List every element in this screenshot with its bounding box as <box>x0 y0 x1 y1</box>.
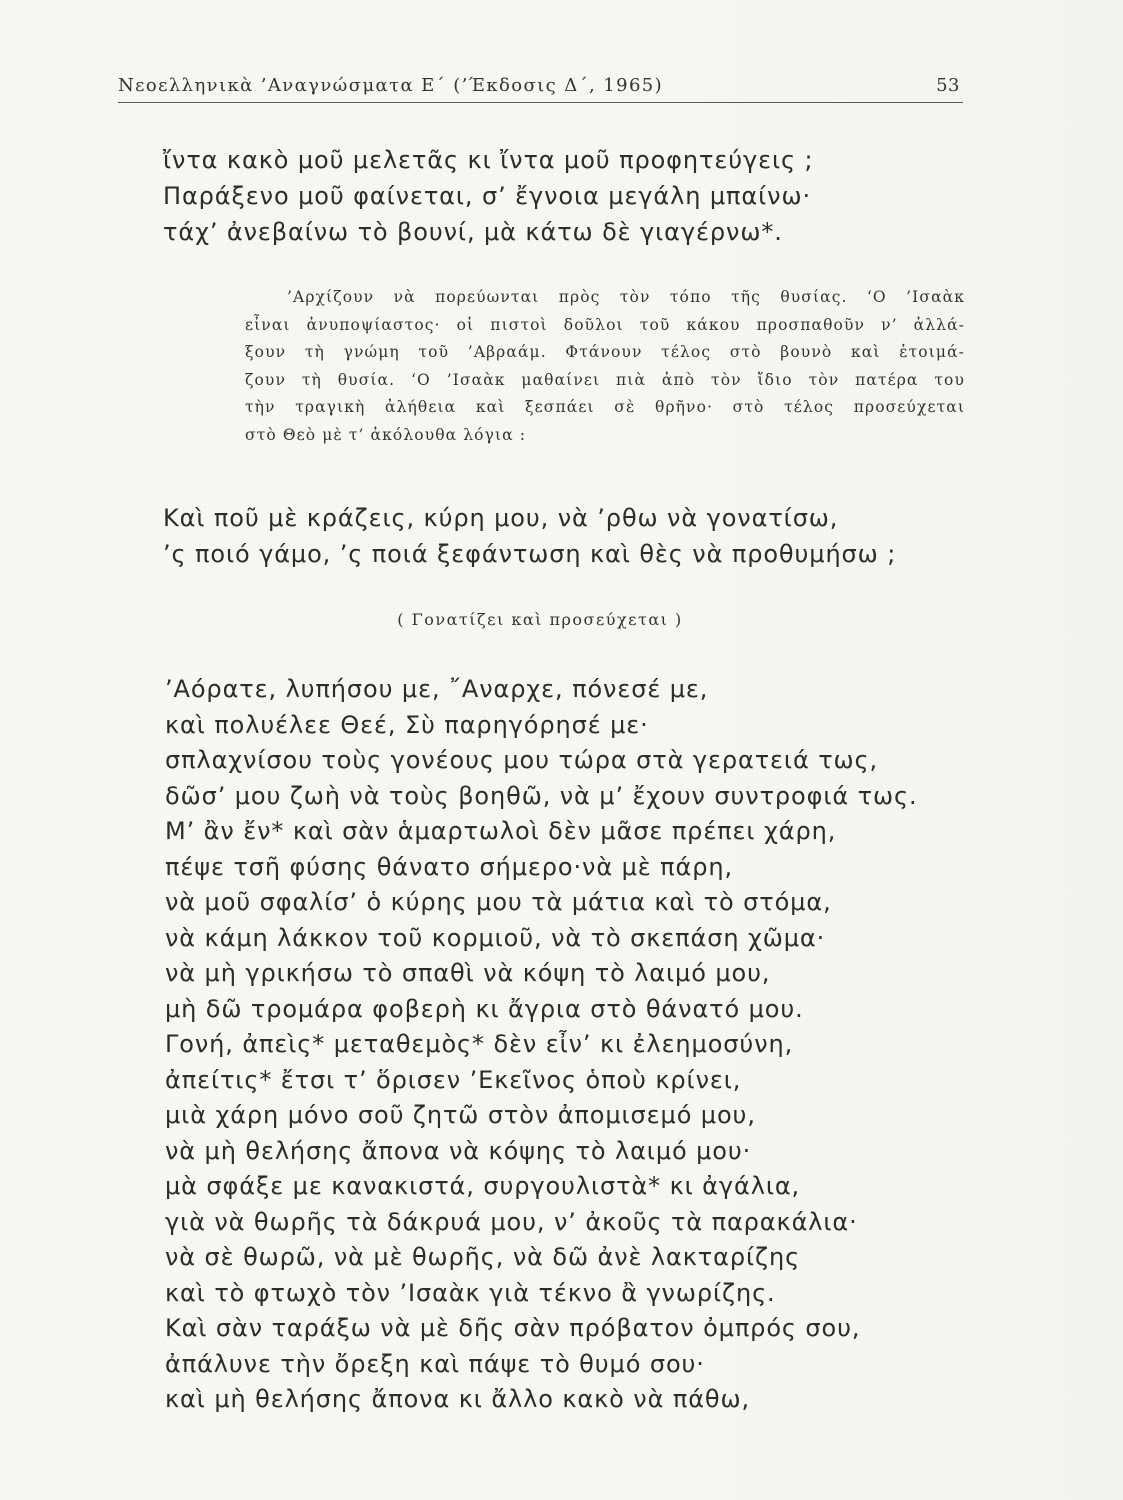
page-number: 53 <box>936 75 960 96</box>
verse-line: ’ς ποιό γάμο, ’ς ποιά ξεφάντωση καὶ θὲς νὰ προθυμήσω ; <box>163 540 897 568</box>
narrative-line: εἶναι ἀνυποψίαστος· οἱ πιστοὶ δοῦλοι τοῦ κάκου προσπαθοῦν ν’ ἀλλά- <box>245 315 965 334</box>
verse-line: Παράξενο μοῦ φαίνεται, σ’ ἔγνοια μεγάλη μπαίνω· <box>163 182 811 210</box>
narrative-line: στὸ Θεὸ μὲ τ’ ἀκόλουθα λόγια : <box>245 425 527 444</box>
narrative-line: ξουν τὴ γνώμη τοῦ ’Αβραάμ. Φτάνουν τέλος στὸ βουνὸ καὶ ἑτοιμά- <box>245 343 965 362</box>
verse-block-1 <box>163 142 814 250</box>
verse-line: σπλαχνίσου τοὺς γονέους μου τώρα στὰ γερατειά τως, <box>165 746 879 774</box>
stage-direction: ( Γονατίζει καὶ προσεύχεται ) <box>397 610 683 629</box>
running-header-title: Νεοελληνικὰ ’Αναγνώσματα Ε΄ (’Έκδοσις Δ΄, 1965) <box>118 75 664 96</box>
header-divider <box>118 102 963 103</box>
verse-line: νὰ μὴ θελήσης ἄπονα νὰ κόψης τὸ λαιμό μου· <box>165 1136 752 1165</box>
verse-line: Καὶ σὰν ταράξω νὰ μὲ δῆς σὰν πρόβατον ὀμπρός σου, <box>165 1314 861 1342</box>
verse-line: Γονή, ἀπεὶς* μεταθεμὸς* δὲν εἶν’ κι ἐλεημοσύνη, <box>165 1030 794 1058</box>
verse-line: Μ’ ἂν ἔν* καὶ σὰν ἁμαρτωλοὶ δὲν μᾶσε πρέπει χάρη, <box>165 817 837 845</box>
verse-line: γιὰ νὰ θωρῆς τὰ δάκρυά μου, ν’ ἀκοῦς τὰ παρακάλια· <box>165 1207 858 1236</box>
narrative-line: ’Αρχίζουν νὰ πορεύωνται πρὸς τὸν τόπο τῆς θυσίας. ‘Ο ’Ισαὰκ <box>287 288 965 306</box>
verse-line: μὴ δῶ τρομάρα φοβερὴ κι ἄγρια στὸ θάνατό μου. <box>165 994 804 1023</box>
verse-line: νὰ μὴ γρικήσω τὸ σπαθὶ νὰ κόψη τὸ λαιμό μου, <box>165 959 771 987</box>
verse-line: νὰ μοῦ σφαλίσ’ ὁ κύρης μου τὰ μάτια καὶ τὸ στόμα, <box>165 888 832 916</box>
verse-line: τάχ’ ἀνεβαίνω τὸ βουνί, μὰ κάτω δὲ γιαγέρνω*. <box>163 218 783 246</box>
verse-line: νὰ σὲ θωρῶ, νὰ μὲ θωρῆς, νὰ δῶ ἀνὲ λακταρίζης <box>165 1243 801 1271</box>
verse-line: ἀπείτις* ἔτσι τ’ ὅρισεν ’Εκεῖνος ὁποὺ κρίνει, <box>165 1065 742 1094</box>
verse-line: ἴντα κακὸ μοῦ μελετᾶς κι ἴντα μοῦ προφητεύγεις ; <box>163 146 814 174</box>
narrative-paragraph <box>245 284 965 450</box>
verse-line: ἀπάλυνε τὴν ὄρεξη καὶ πάψε τὸ θυμό σου· <box>165 1349 705 1378</box>
verse-line: πέψε τσῆ φύσης θάνατο σήμερο·νὰ μὲ πάρη, <box>165 852 733 881</box>
verse-line: μιὰ χάρη μόνο σοῦ ζητῶ στὸν ἀπομισεμό μου, <box>165 1101 756 1129</box>
verse-block-2 <box>163 500 896 572</box>
verse-line: καὶ μὴ θελήσης ἄπονα κι ἄλλο κακὸ νὰ πάθω, <box>165 1385 751 1413</box>
narrative-line: ζουν τὴ θυσία. ‘Ο ’Ισαὰκ μαθαίνει πιὰ ἀπὸ τὸν ἴδιο τὸν πατέρα του <box>245 370 965 389</box>
verse-line: δῶσ’ μου ζωὴ νὰ τοὺς βοηθῶ, νὰ μ’ ἔχουν συντροφιά τως. <box>165 781 918 810</box>
verse-line: ’Αόρατε, λυπήσου με, ῎Αναρχε, πόνεσέ με, <box>165 675 709 703</box>
verse-line: μὰ σφάξε με κανακιστά, συργουλιστὰ* κι ἀγάλια, <box>165 1172 801 1200</box>
verse-line: καὶ τὸ φτωχὸ τὸν ’Ισαὰκ γιὰ τέκνο ἂ γνωρίζης. <box>165 1278 776 1307</box>
verse-block-3 <box>165 672 918 1418</box>
verse-line: νὰ κάμη λάκκον τοῦ κορμιοῦ, νὰ τὸ σκεπάση χῶμα· <box>165 923 826 952</box>
narrative-line: τὴν τραγικὴ ἀλήθεια καὶ ξεσπάει σὲ θρῆνο· στὸ τέλος προσεύχεται <box>245 398 965 417</box>
verse-line: Καὶ ποῦ μὲ κράζεις, κύρη μου, νὰ ’ρθω νὰ γονατίσω, <box>163 504 839 532</box>
verse-line: καὶ πολυέλεε Θεέ, Σὺ παρηγόρησέ με· <box>165 710 649 739</box>
running-header <box>118 74 960 98</box>
